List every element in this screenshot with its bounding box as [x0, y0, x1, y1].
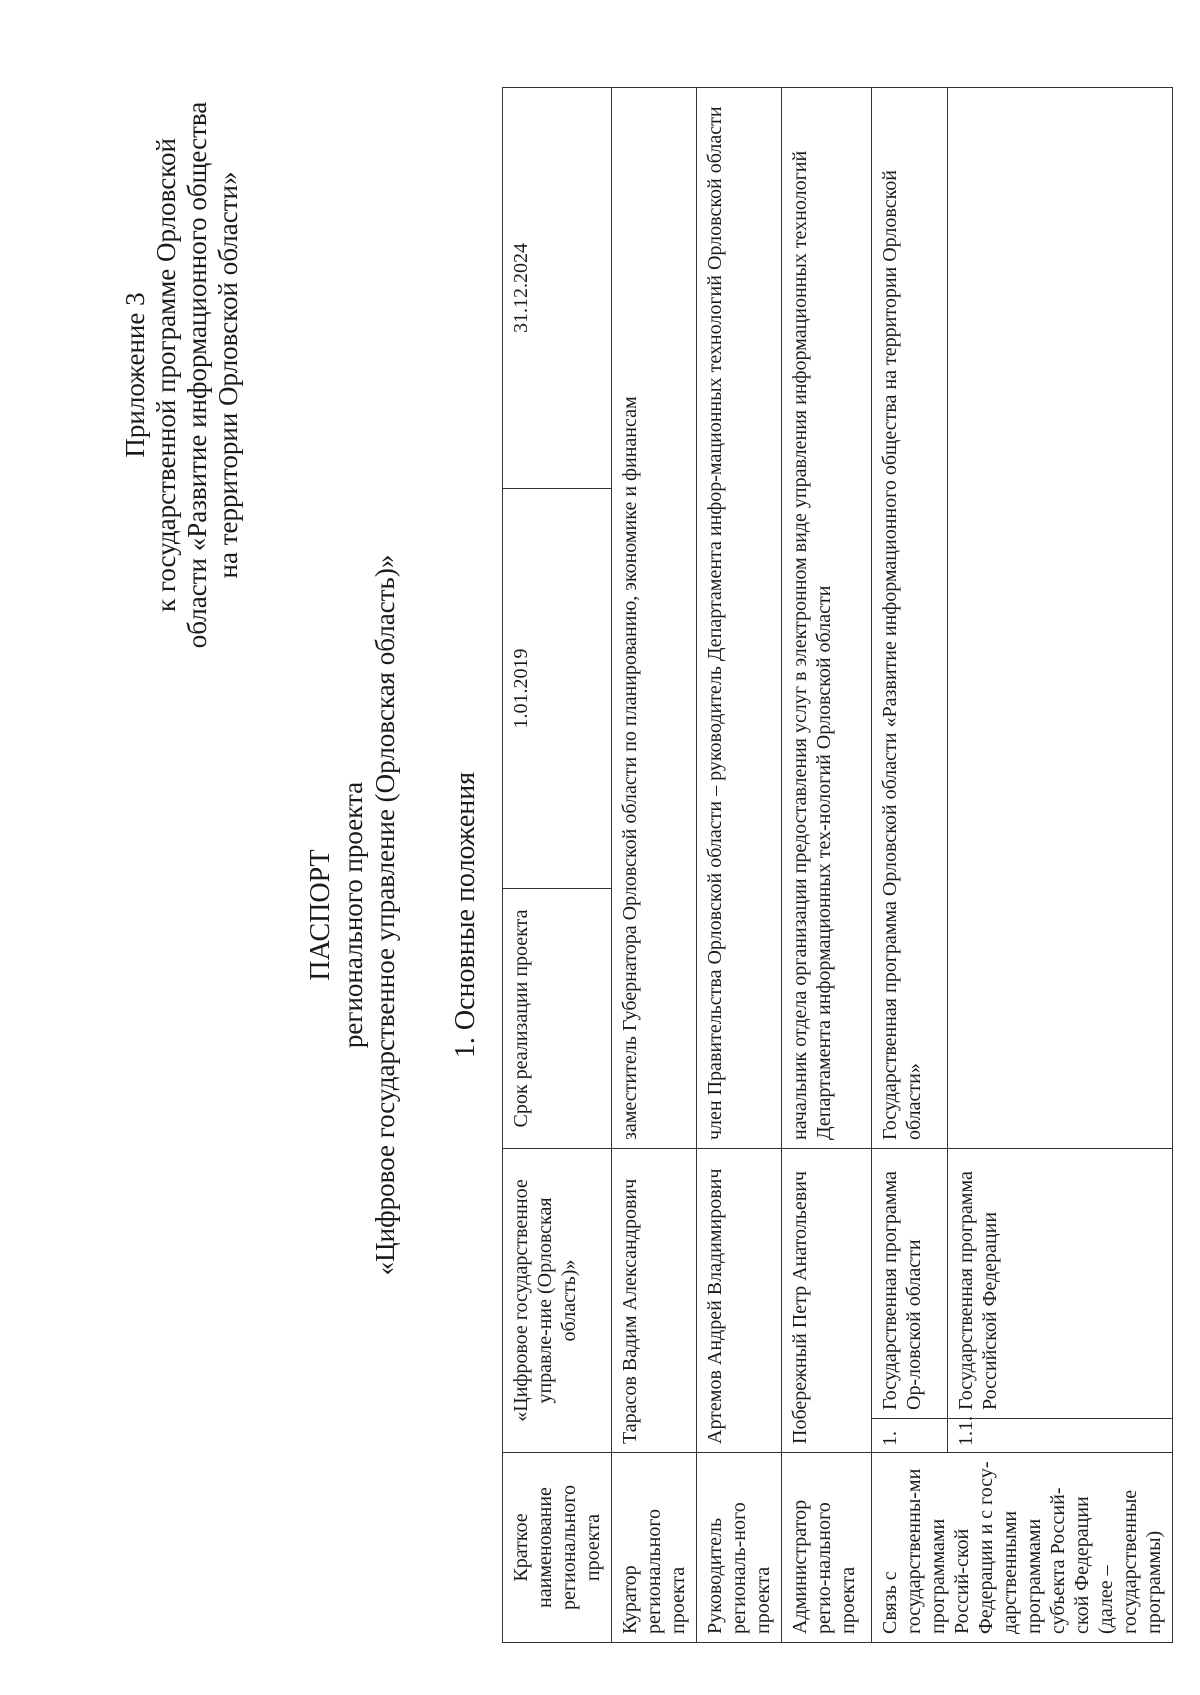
curator-position: заместитель Губернатора Орловской области по планированию, экономике и финансам	[612, 88, 697, 1149]
passport-subtitle: регионального проекта	[338, 781, 368, 1049]
programs-link-label: Связь с государственны-ми программами Россий-ской Федерации и с госу-дарственными программами субъекта Россий-ской Федерации (далее – государственные программы)	[872, 1453, 1173, 1643]
program-number: 1.	[872, 1419, 948, 1453]
project-name: «Цифровое государственное управление (Орловская область)»	[370, 554, 400, 1276]
head-label: Руководитель региональ-ного проекта	[697, 1453, 782, 1643]
period-start: 1.01.2019	[503, 489, 612, 889]
passport-table	[502, 87, 1173, 1643]
appendix-line-1: Приложение 3	[120, 292, 150, 458]
appendix-line-3: области «Развитие информационного общества	[182, 101, 212, 649]
table-row	[782, 88, 872, 1643]
passport-title: ПАСПОРТ	[305, 849, 336, 981]
curator-name: Тарасов Вадим Александрович	[612, 1149, 697, 1453]
program-value: Государственная программа Орловской области «Развитие информационного общества на территории Орловской области»	[872, 88, 948, 1149]
table-row	[872, 88, 948, 1643]
section-title: 1. Основные положения	[450, 771, 481, 1059]
table-row	[612, 88, 697, 1643]
head-name: Артемов Андрей Владимирович	[697, 1149, 782, 1453]
administrator-name: Побережный Петр Анатольевич	[782, 1149, 872, 1453]
passport-heading	[305, 365, 401, 1465]
table-row	[697, 88, 782, 1643]
program-number: 1.1.	[947, 1419, 1172, 1453]
program-type: Государственная программа Ор-ловской области	[872, 1149, 948, 1419]
program-value	[947, 88, 1172, 1149]
appendix-line-4: на территории Орловской области»	[213, 171, 243, 579]
curator-label: Куратор регионального проекта	[612, 1453, 697, 1643]
appendix-header	[120, 95, 244, 655]
period-end: 31.12.2024	[503, 88, 612, 489]
table-row	[503, 88, 612, 1643]
administrator-label: Администратор регио-нального проекта	[782, 1453, 872, 1643]
program-type: Государственная программа Российской Федерации	[947, 1149, 1172, 1419]
short-name-value: «Цифровое государственное управле-ние (Орловская область)»	[503, 1149, 612, 1453]
head-position: член Правительства Орловской области – руководитель Департамента инфор-мационных технологий Орловской области	[697, 88, 782, 1149]
appendix-line-2: к государственной программе Орловской	[151, 138, 181, 612]
table-row	[947, 88, 1172, 1643]
short-name-label: Краткое наименование регионального проекта	[503, 1453, 612, 1643]
period-label: Срок реализации проекта	[503, 889, 612, 1149]
administrator-position: начальник отдела организации предоставления услуг в электронном виде управления информационных технологий Департамента информационных тех-нологий Орловской области	[782, 88, 872, 1149]
